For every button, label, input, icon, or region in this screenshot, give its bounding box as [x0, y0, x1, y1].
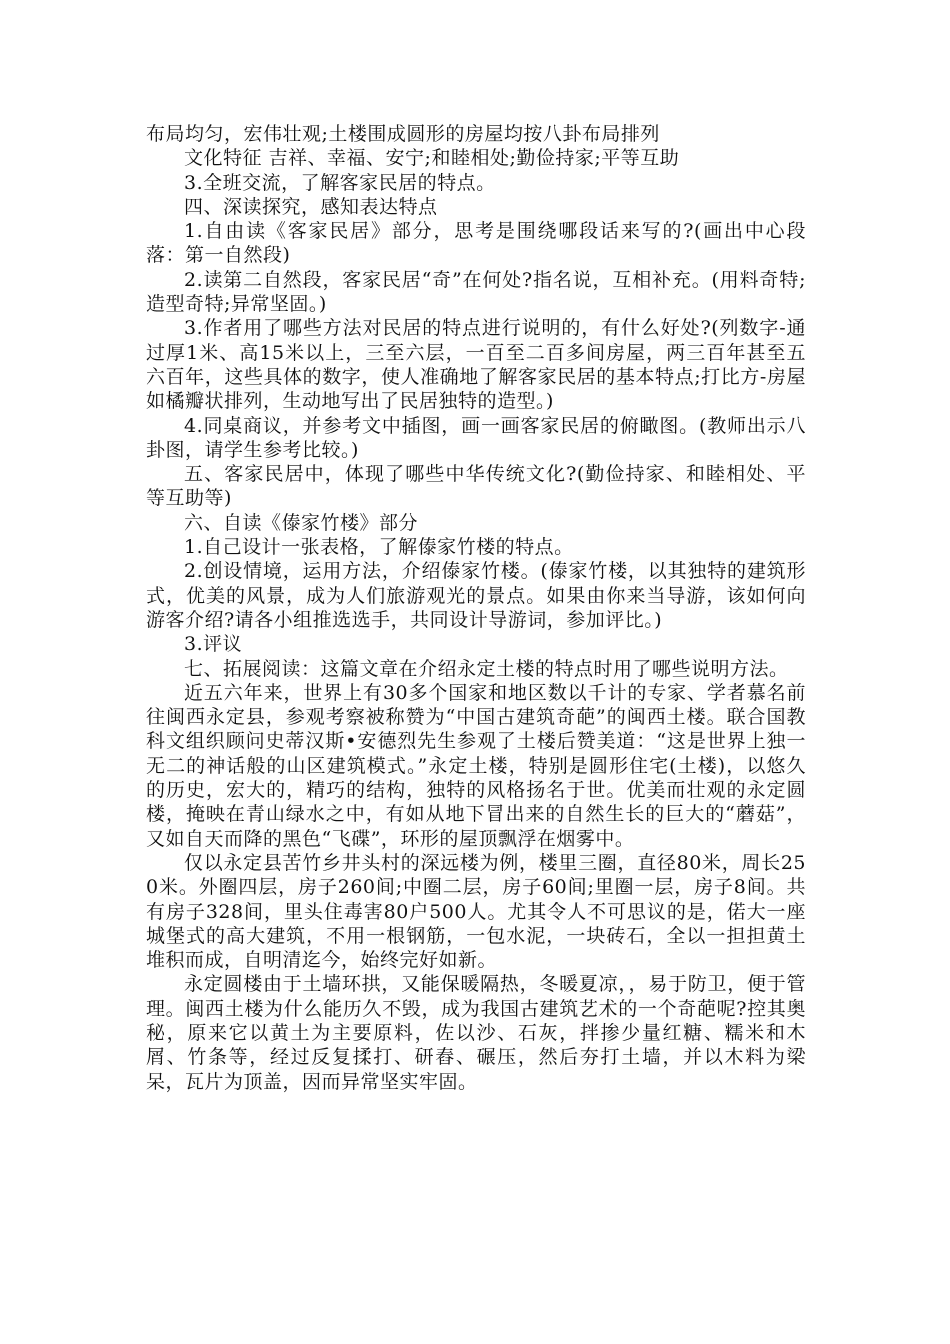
heading-section-six: 六、自读《傣家竹楼》部分 — [184, 511, 419, 534]
paragraph-second-section: 2.读第二自然段，客家民居“奇”在何处?指名说，互相补充。(用料奇特;造型奇特;异常坚固。) — [146, 268, 806, 316]
paragraph-layout-continuation: 布局均匀，宏伟壮观;土楼围成圆形的房屋均按八卦布局排列 — [146, 123, 660, 145]
paragraph-shenyuan-example: 仅以永定县苦竹乡井头村的深远楼为例，楼里三圈，直径80米，周长250米。外圈四层，房子260间;中圈二层，房子60间;里圈一层，房子8间。共有房子328间，里头住毒害80户500人。尤其令人不可思议的是，偌大一座城堡式的高大建筑，不用一根钢筋，一包水泥，一块砖石，全以一担担黄土堆积而成，自明清迄今，始终完好如新。 — [146, 851, 806, 972]
paragraph-cultural-features: 文化特征 吉祥、幸福、安宁;和睦相处;勤俭持家;平等互助 — [184, 147, 680, 170]
paragraph-class-exchange: 3.全班交流，了解客家民居的特点。 — [184, 171, 496, 194]
document-body — [146, 122, 806, 1094]
paragraph-tulou-secret: 永定圆楼由于土墙环拱，又能保暖隔热，冬暖夏凉，，易于防卫，便于管理。闽西土楼为什么能历久不毁，成为我国古建筑艺术的一个奇葩呢?控其奥秘，原来它以黄土为主要原料，佐以沙、石灰，拌掺少量红糖、糯米和木屑、竹条等，经过反复揉打、研舂、碾压，然后夯打土墙，并以木料为梁呆，瓦片为顶盖，因而异常坚实牢固。 — [146, 973, 806, 1093]
heading-section-five: 五、客家民居中，体现了哪些中华传统文化?(勤俭持家、和睦相处、平等互助等) — [146, 463, 806, 510]
heading-section-four: 四、深读探究，感知表达特点 — [184, 195, 438, 218]
paragraph-evaluation: 3.评议 — [184, 633, 243, 656]
paragraph-explanation-methods: 3.作者用了哪些方法对民居的特点进行说明的，有什么好处?(列数字-通过厚1米、高15米以上，三至六层，一百至二百多间房屋，两三百年甚至五六百年，这些具体的数字，使人准确地了解客家民居的基本特点;打比方-房屋如橘瓣状排列，生动地写出了民居独特的造型。) — [146, 317, 806, 413]
paragraph-design-table: 1.自己设计一张表格，了解傣家竹楼的特点。 — [184, 536, 574, 559]
paragraph-tour-guide: 2.创设情境，运用方法，介绍傣家竹楼。(傣家竹楼，以其独特的建筑形式，优美的风景，成为人们旅游观光的景点。如果由你来当导游，该如何向游客介绍?请各小组推选选手，共同设计导游词，参加评比。) — [146, 560, 806, 631]
paragraph-drawing-activity: 4.同桌商议，并参考文中插图，画一画客家民居的俯瞰图。(教师出示八卦图，请学生参考比较。) — [146, 414, 806, 461]
paragraph-free-reading: 1.自由读《客家民居》部分，思考是围绕哪段话来写的?(画出中心段落：第一自然段) — [146, 220, 806, 267]
paragraph-tulou-intro: 近五六年来，世界上有30多个国家和地区数以千计的专家、学者慕名前往闽西永定县，参观考察被称赞为“中国古建筑奇葩”的闽西土楼。联合国教科文组织顾问史蒂汉斯•安德烈先生参观了土楼后赞美道：“这是世界上独一无二的神话般的山区建筑模式。”永定土楼，特别是圆形住宅(土楼)，以悠久的历史，宏大的，精巧的结构，独特的风格扬名于世。优美而壮观的永定圆楼，掩映在青山绿水之中，有如从地下冒出来的自然生长的巨大的“蘑菇”，又如自天而降的黑色“飞碟”，环形的屋顶飘浮在烟雾中。 — [146, 681, 806, 850]
heading-section-seven: 七、拓展阅读：这篇文章在介绍永定土楼的特点时用了哪些说明方法。 — [184, 657, 789, 680]
